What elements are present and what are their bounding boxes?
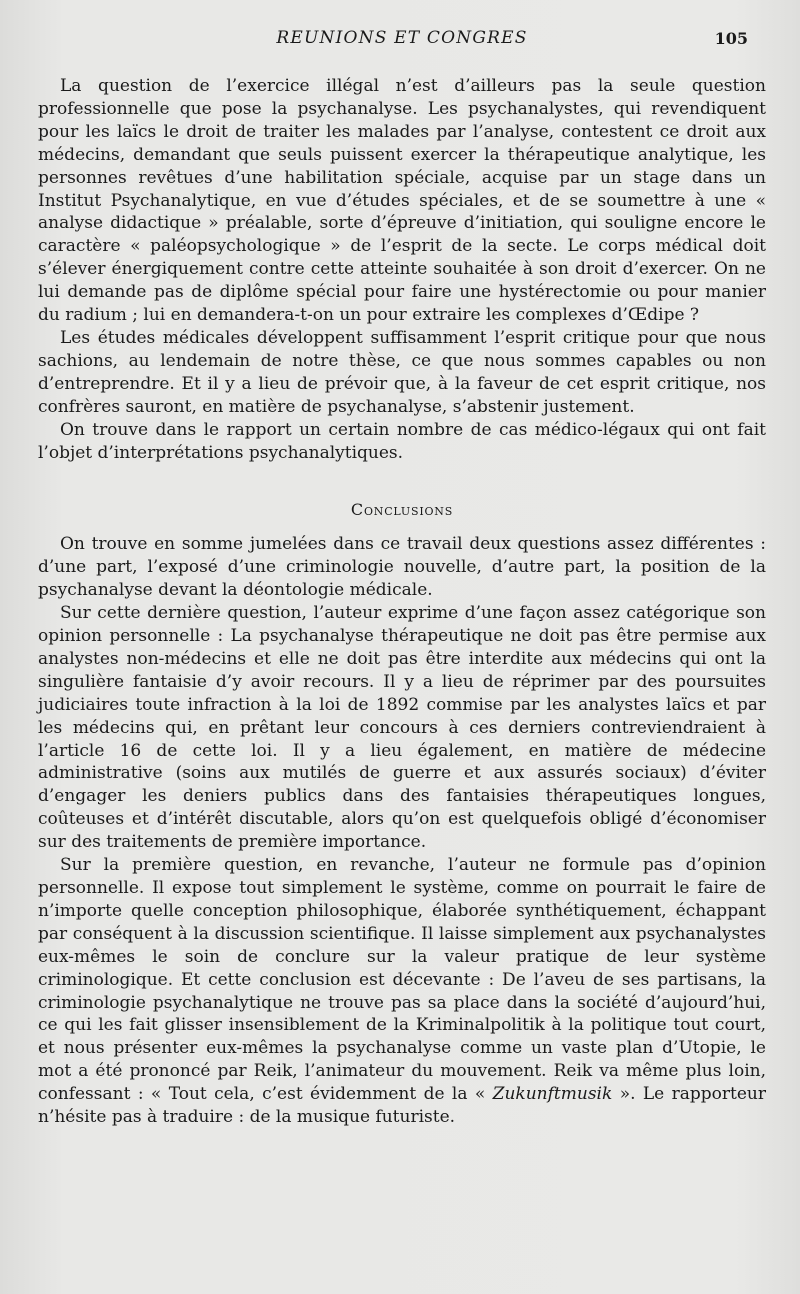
paragraph-cas-medico-legaux: On trouve dans le rapport un certain nombre de cas médico-légaux qui ont fait l’objet d’interprétations psychanalytiques. [38,419,766,463]
paragraph-premiere-question-end: ». Le rapporteur n’hésite pas à traduire : de la musique futuriste. [38,1084,766,1128]
paragraph-deux-questions: On trouve en somme jumelées dans ce travail deux questions assez différentes : d’une part, l’exposé d’une criminologie nouvelle, d’autre part, la position de la psychanalyse devant la déontologie médicale. [38,534,766,601]
page-number: 105 [714,29,748,48]
paragraph-exercice-illegal: La question de l’exercice illégal n’est d’ailleurs pas la seule question professionnelle que pose la psychanalyse. Les psychanalystes, qui revendiquent pour les laïcs le droit de traiter les malades par l’analyse, contestent ce droit aux médecins, demandant que seuls puissent exercer la thérapeutique analytique, les personnes revêtues d’une habilitation spéciale, acquise par un stage dans un Institut Psychanalytique, en vue d’études spéciales, et de se soumettre à une « analyse didactique » préalable, sorte d’épreuve d’initiation, qui souligne encore le caractère « paléopsychologique » de l’esprit de la secte. Le corps médical doit s’élever énergiquement contre cette atteinte souhaitée à son droit d’exercer. On ne lui demande pas de diplôme spécial pour faire une hystérectomie ou pour manier du radium ; lui en demandera-t-on un pour extraire les complexes d’Œdipe ? [38,76,766,326]
paragraph-premiere-question [38,854,766,1129]
paragraph-derniere-question: Sur cette dernière question, l’auteur exprime d’une façon assez catégorique son opinion personnelle : La psychanalyse thérapeutique ne doit pas être permise aux analystes non-médecins et elle ne doit pas être interdite aux médecins qui ont la singulière fantaisie d’y avoir recours. Il y a lieu de réprimer par des poursuites judiciaires toute infraction à la loi de 1892 commise par les analystes laïcs et par les médecins qui, en prêtant leur concours à ces derniers contreviendraient à l’article 16 de cette loi. Il y a lieu également, en matière de médecine administrative (soins aux mutilés de guerre et aux assurés sociaux) d’éviter d’engager les deniers publics dans des fantaisies thérapeutiques longues, coûteuses et d’intérêt discutable, alors qu’on est quelquefois obligé d’économiser sur des traitements de première importance. [38,603,766,853]
italic-zukunftmusik: Zukunftmusik [492,1084,613,1105]
section-title-conclusions: Conclusions [350,500,454,520]
page-body [38,75,766,1129]
page-header [38,28,766,54]
paragraph-etudes-medicales: Les études médicales développent suffisamment l’esprit critique pour que nous sachions, au lendemain de notre thèse, ce que nous sommes capables ou non d’entreprendre. Et il y a lieu de prévoir que, à la faveur de cet esprit critique, nos confrères sauront, en matière de psychanalyse, s’abstenir justement. [38,327,766,417]
running-head: REUNIONS ET CONGRES [276,28,528,48]
paragraph-premiere-question-text: Sur la première question, en revanche, l’auteur ne formule pas d’opinion personnelle. Il expose tout simplement le système, comme on pourrait le faire de n’importe quelle conception philosophique, élaborée synthétiquement, échappant par conséquent à la discussion scientifique. Il laisse simplement aux psychanalystes eux-mêmes le soin de conclure sur la valeur pratique de leur système criminologique. Et cette conclusion est décevante : De l’aveu de ses partisans, la criminologie psychanalytique ne trouve pas sa place dans la société d’aujourd’hui, ce qui les fait glisser insensiblement de la Kriminalpolitik à la politique tout court, et nous présenter eux-mêmes la psychanalyse comme un vaste plan d’Utopie, le mot a été prononcé par Reik, l’animateur du mouvement. Reik va même plus loin, confessant : « Tout cela, c’est évidemment de la « [38,855,766,1105]
